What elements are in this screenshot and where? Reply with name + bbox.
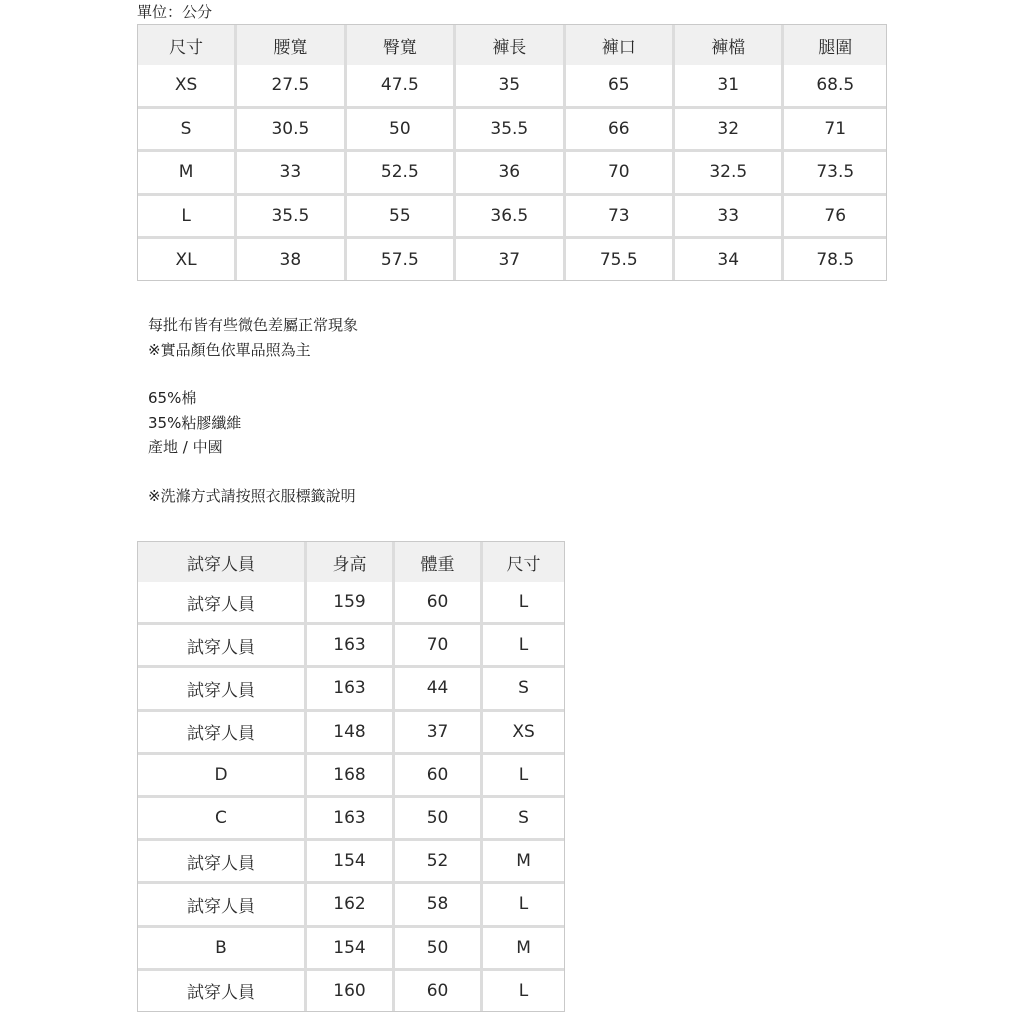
table-cell: 55 (347, 196, 456, 240)
header-hip: 臀寬 (347, 25, 456, 65)
table-cell: 37 (395, 712, 483, 755)
table-row (138, 196, 886, 240)
washing-note: ※洗滌方式請按照衣服標籤說明 (148, 487, 356, 505)
table-cell: 71 (784, 109, 886, 153)
table-cell: 70 (566, 152, 675, 196)
table-cell: 154 (307, 841, 395, 884)
table-cell: 73 (566, 196, 675, 240)
table-cell: 159 (307, 582, 395, 625)
table-cell: 27.5 (237, 65, 346, 109)
size-chart-header-row (138, 25, 886, 65)
table-row (138, 928, 564, 971)
table-cell: XL (138, 239, 237, 280)
size-chart-table (137, 24, 887, 281)
header-tester: 試穿人員 (138, 542, 307, 582)
table-cell: 78.5 (784, 239, 886, 280)
washing-notes (148, 484, 356, 509)
table-row (138, 884, 564, 927)
table-cell: L (483, 582, 564, 625)
table-cell: 168 (307, 755, 395, 798)
table-cell: 試穿人員 (138, 712, 307, 755)
table-cell: XS (138, 65, 237, 109)
table-row (138, 625, 564, 668)
table-cell: 33 (675, 196, 784, 240)
table-cell: 36 (456, 152, 565, 196)
table-cell: 試穿人員 (138, 841, 307, 884)
material-viscose: 35%粘膠纖維 (148, 413, 242, 432)
header-hem: 褲口 (566, 25, 675, 65)
table-cell: M (483, 841, 564, 884)
table-row (138, 582, 564, 625)
color-notes (148, 313, 358, 362)
table-cell: 163 (307, 668, 395, 711)
table-cell: XS (483, 712, 564, 755)
table-cell: L (483, 971, 564, 1011)
header-length: 褲長 (456, 25, 565, 65)
table-cell: 試穿人員 (138, 971, 307, 1011)
table-cell: C (138, 798, 307, 841)
table-cell: 65 (566, 65, 675, 109)
table-cell: M (483, 928, 564, 971)
table-cell: 160 (307, 971, 395, 1011)
table-row (138, 755, 564, 798)
table-cell: 60 (395, 971, 483, 1011)
table-cell: M (138, 152, 237, 196)
table-cell: 36.5 (456, 196, 565, 240)
table-cell: 68.5 (784, 65, 886, 109)
header-fit-size: 尺寸 (483, 542, 564, 582)
unit-label: 單位：公分 (137, 3, 213, 21)
material-notes (148, 386, 241, 460)
table-cell: 50 (395, 928, 483, 971)
table-row (138, 712, 564, 755)
table-cell: 試穿人員 (138, 582, 307, 625)
table-cell: 154 (307, 928, 395, 971)
table-cell: 31 (675, 65, 784, 109)
table-cell: 163 (307, 798, 395, 841)
table-cell: 52.5 (347, 152, 456, 196)
header-rise: 褲檔 (675, 25, 784, 65)
table-cell: 70 (395, 625, 483, 668)
table-cell: 148 (307, 712, 395, 755)
table-cell: 52 (395, 841, 483, 884)
table-cell: L (483, 884, 564, 927)
table-row (138, 152, 886, 196)
table-cell: 33 (237, 152, 346, 196)
header-waist: 腰寬 (237, 25, 346, 65)
table-cell: 57.5 (347, 239, 456, 280)
table-row (138, 65, 886, 109)
color-reference-note: ※實品顏色依單品照為主 (148, 340, 311, 359)
table-row (138, 668, 564, 711)
table-cell: 30.5 (237, 109, 346, 153)
table-cell: S (138, 109, 237, 153)
table-cell: L (483, 625, 564, 668)
table-cell: 60 (395, 755, 483, 798)
table-cell: 32.5 (675, 152, 784, 196)
table-cell: 47.5 (347, 65, 456, 109)
table-row (138, 971, 564, 1011)
table-cell: 73.5 (784, 152, 886, 196)
table-cell: 試穿人員 (138, 625, 307, 668)
header-size: 尺寸 (138, 25, 237, 65)
header-height: 身高 (307, 542, 395, 582)
table-cell: 32 (675, 109, 784, 153)
table-cell: 75.5 (566, 239, 675, 280)
table-cell: 試穿人員 (138, 668, 307, 711)
table-cell: D (138, 755, 307, 798)
origin-note: 產地 / 中國 (148, 438, 223, 456)
table-cell: 35.5 (456, 109, 565, 153)
table-cell: 38 (237, 239, 346, 280)
table-row (138, 798, 564, 841)
table-cell: B (138, 928, 307, 971)
table-cell: 34 (675, 239, 784, 280)
table-cell: 60 (395, 582, 483, 625)
fit-table-header-row (138, 542, 564, 582)
table-cell: L (483, 755, 564, 798)
table-cell: S (483, 798, 564, 841)
table-cell: 試穿人員 (138, 884, 307, 927)
material-cotton: 65%棉 (148, 389, 197, 407)
table-cell: S (483, 668, 564, 711)
table-cell: 163 (307, 625, 395, 668)
header-weight: 體重 (395, 542, 483, 582)
table-cell: 76 (784, 196, 886, 240)
table-cell: 58 (395, 884, 483, 927)
table-row (138, 841, 564, 884)
table-cell: L (138, 196, 237, 240)
table-cell: 35.5 (237, 196, 346, 240)
table-cell: 50 (395, 798, 483, 841)
table-row (138, 239, 886, 280)
header-thigh: 腿圍 (784, 25, 886, 65)
table-row (138, 109, 886, 153)
table-cell: 162 (307, 884, 395, 927)
table-cell: 35 (456, 65, 565, 109)
table-cell: 50 (347, 109, 456, 153)
color-variance-note: 每批布皆有些微色差屬正常現象 (148, 316, 359, 334)
table-cell: 66 (566, 109, 675, 153)
fit-model-table (137, 541, 565, 1012)
table-cell: 44 (395, 668, 483, 711)
table-cell: 37 (456, 239, 565, 280)
